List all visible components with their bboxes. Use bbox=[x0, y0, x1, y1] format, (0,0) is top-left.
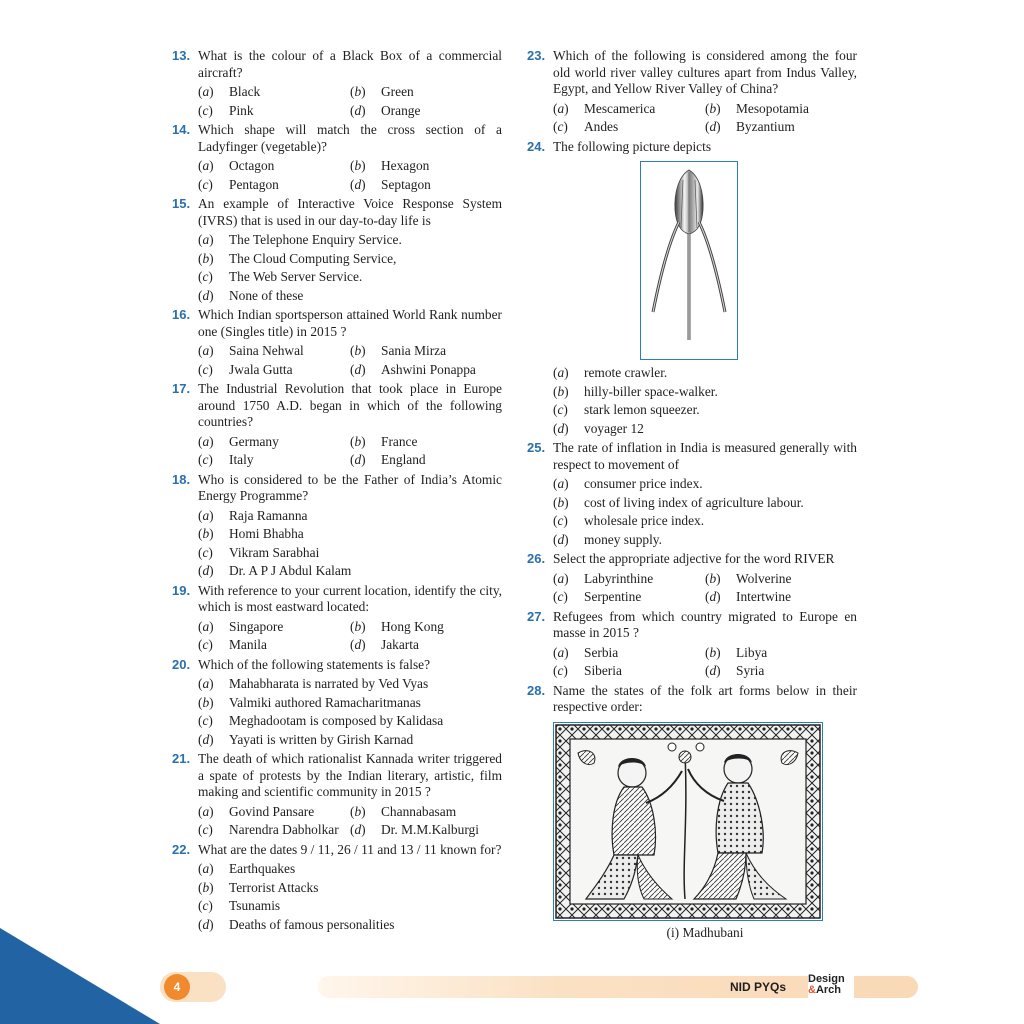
question-number: 26. bbox=[527, 551, 546, 566]
option: ( d ) Ashwini Ponappa bbox=[350, 361, 502, 380]
question-number: 13. bbox=[172, 48, 191, 63]
option: ( a ) Black bbox=[198, 83, 350, 102]
option: ( b ) Libya bbox=[705, 644, 857, 663]
option: ( a ) Mahabharata is narrated by Ved Vyas bbox=[198, 675, 502, 694]
question-number: 19. bbox=[172, 582, 191, 598]
option: ( c ) Pentagon bbox=[198, 176, 350, 195]
question-text: Which of the following is considered among the four old world river valley cultures apart from Indus Valley, Egypt, and Yellow River Valley of China? bbox=[553, 48, 857, 96]
options bbox=[198, 231, 502, 305]
option: ( b ) Valmiki authored Ramacharitmanas bbox=[198, 694, 502, 713]
question-text: What is the colour of a Black Box of a commercial aircraft? bbox=[198, 48, 502, 80]
question-26 bbox=[527, 551, 857, 607]
option: ( a ) Serbia bbox=[553, 644, 705, 663]
options bbox=[198, 83, 502, 120]
option: ( b ) Channabasam bbox=[350, 803, 502, 822]
option: ( d ) Jakarta bbox=[350, 636, 502, 655]
question-number: 14. bbox=[172, 122, 191, 137]
madhubani-painting-image bbox=[553, 722, 823, 921]
options bbox=[553, 364, 857, 438]
question-22 bbox=[172, 842, 502, 935]
question-number: 28. bbox=[527, 682, 546, 698]
question-number: 22. bbox=[172, 841, 191, 857]
question-21 bbox=[172, 751, 502, 840]
option: ( b ) Homi Bhabha bbox=[198, 525, 502, 544]
options bbox=[553, 644, 857, 681]
options bbox=[553, 100, 857, 137]
option: ( d ) None of these bbox=[198, 287, 502, 306]
option: ( d ) voyager 12 bbox=[553, 420, 857, 439]
question-text: Which Indian sportsperson attained World Rank number one (Singles title) in 2015 ? bbox=[198, 307, 502, 339]
option: ( c ) Siberia bbox=[553, 662, 705, 681]
question-24 bbox=[527, 139, 857, 439]
option: ( d ) England bbox=[350, 451, 502, 470]
question-number: 18. bbox=[172, 471, 191, 487]
question-text: What are the dates 9 / 11, 26 / 11 and 13 / 11 known for? bbox=[198, 841, 502, 857]
figure-caption: (i) Madhubani bbox=[666, 924, 744, 940]
question-text: With reference to your current location, identify the city, which is most eastward located: bbox=[198, 582, 502, 614]
question-number: 21. bbox=[172, 751, 191, 766]
question-17 bbox=[172, 381, 502, 470]
option: ( a ) remote crawler. bbox=[553, 364, 857, 383]
option: ( a ) The Telephone Enquiry Service. bbox=[198, 231, 502, 250]
logo-line1: Design bbox=[808, 973, 845, 985]
option: ( a ) Singapore bbox=[198, 618, 350, 637]
question-28 bbox=[527, 683, 857, 942]
question-text: The rate of inflation in India is measured generally with respect to movement of bbox=[553, 440, 857, 472]
option: ( b ) hilly-biller space-walker. bbox=[553, 383, 857, 402]
question-text: Refugees from which country migrated to Europe en masse in 2015 ? bbox=[553, 608, 857, 640]
options bbox=[198, 860, 502, 934]
page-number: 4 bbox=[164, 974, 190, 1000]
options bbox=[198, 157, 502, 194]
option: ( b ) Terrorist Attacks bbox=[198, 879, 502, 898]
question-18 bbox=[172, 472, 502, 581]
option: ( d ) Intertwine bbox=[705, 588, 857, 607]
question-15 bbox=[172, 196, 502, 305]
question-number: 20. bbox=[172, 656, 191, 672]
option: ( a ) Labyrinthine bbox=[553, 570, 705, 589]
question-text: Which shape will match the cross section of a Ladyfinger (vegetable)? bbox=[198, 122, 502, 154]
question-number: 25. bbox=[527, 440, 546, 455]
question-number: 27. bbox=[527, 608, 546, 624]
option: ( c ) Pink bbox=[198, 102, 350, 121]
option: ( c ) Tsunamis bbox=[198, 897, 502, 916]
option: ( a ) Mescamerica bbox=[553, 100, 705, 119]
question-13 bbox=[172, 48, 502, 120]
option: ( d ) Septagon bbox=[350, 176, 502, 195]
options bbox=[198, 433, 502, 470]
options bbox=[198, 803, 502, 840]
options bbox=[198, 618, 502, 655]
option: ( c ) Andes bbox=[553, 118, 705, 137]
option: ( c ) Italy bbox=[198, 451, 350, 470]
option: ( b ) Sania Mirza bbox=[350, 342, 502, 361]
footer-title: NID PYQs bbox=[730, 980, 787, 994]
option: ( c ) The Web Server Service. bbox=[198, 268, 502, 287]
option: ( a ) Raja Ramanna bbox=[198, 507, 502, 526]
question-14 bbox=[172, 122, 502, 194]
question-text: An example of Interactive Voice Response System (IVRS) that is used in our day-to-day life is bbox=[198, 196, 502, 228]
corner-triangle bbox=[0, 928, 160, 1024]
logo-amp: & bbox=[808, 984, 816, 996]
question-number: 15. bbox=[172, 196, 191, 211]
option: ( a ) Octagon bbox=[198, 157, 350, 176]
option: ( c ) Jwala Gutta bbox=[198, 361, 350, 380]
option: ( b ) Green bbox=[350, 83, 502, 102]
question-19 bbox=[172, 583, 502, 655]
option: ( c ) Serpentine bbox=[553, 588, 705, 607]
option: ( a ) consumer price index. bbox=[553, 475, 857, 494]
option: ( b ) Hexagon bbox=[350, 157, 502, 176]
left-column bbox=[172, 48, 502, 936]
option: ( c ) Narendra Dabholkar bbox=[198, 821, 350, 840]
option: ( d ) Orange bbox=[350, 102, 502, 121]
question-number: 16. bbox=[172, 307, 191, 322]
option: ( d ) Syria bbox=[705, 662, 857, 681]
option: ( d ) Yayati is written by Girish Karnad bbox=[198, 731, 502, 750]
design-arch-logo bbox=[808, 974, 854, 1002]
question-number: 23. bbox=[527, 48, 546, 63]
option: ( b ) France bbox=[350, 433, 502, 452]
option: ( d ) Dr. M.M.Kalburgi bbox=[350, 821, 502, 840]
question-number: 17. bbox=[172, 381, 191, 396]
option: ( d ) Dr. A P J Abdul Kalam bbox=[198, 562, 502, 581]
question-text: The following picture depicts bbox=[553, 138, 712, 154]
option: ( c ) Meghadootam is composed by Kalidasa bbox=[198, 712, 502, 731]
option: ( b ) Wolverine bbox=[705, 570, 857, 589]
options bbox=[198, 507, 502, 581]
lemon-squeezer-image bbox=[640, 161, 738, 360]
option: ( c ) Manila bbox=[198, 636, 350, 655]
option: ( a ) Germany bbox=[198, 433, 350, 452]
option: ( d ) Byzantium bbox=[705, 118, 857, 137]
question-27 bbox=[527, 609, 857, 681]
question-25 bbox=[527, 440, 857, 549]
options bbox=[553, 570, 857, 607]
question-text: The Industrial Revolution that took place in Europe around 1750 A.D. began in which of the following countries? bbox=[198, 381, 502, 429]
option: ( d ) Deaths of famous personalities bbox=[198, 916, 502, 935]
question-number: 24. bbox=[527, 138, 546, 154]
option: ( b ) The Cloud Computing Service, bbox=[198, 250, 502, 269]
option: ( c ) stark lemon squeezer. bbox=[553, 401, 857, 420]
question-23 bbox=[527, 48, 857, 137]
option: ( b ) Hong Kong bbox=[350, 618, 502, 637]
option: ( b ) Mesopotamia bbox=[705, 100, 857, 119]
question-text: The death of which rationalist Kannada writer triggered a spate of protests by the Indian literary, artistic, film making and scientific community in 2015 ? bbox=[198, 751, 502, 799]
option: ( a ) Earthquakes bbox=[198, 860, 502, 879]
option: ( c ) Vikram Sarabhai bbox=[198, 544, 502, 563]
option: ( d ) money supply. bbox=[553, 531, 857, 550]
question-text: Select the appropriate adjective for the word RIVER bbox=[553, 551, 835, 566]
question-text: Who is considered to be the Father of India’s Atomic Energy Programme? bbox=[198, 471, 502, 503]
logo-line2: Arch bbox=[815, 984, 842, 996]
question-text: Name the states of the folk art forms below in their respective order: bbox=[553, 682, 857, 714]
options bbox=[553, 475, 857, 549]
option: ( a ) Govind Pansare bbox=[198, 803, 350, 822]
options bbox=[198, 342, 502, 379]
right-column bbox=[527, 48, 857, 941]
options bbox=[198, 675, 502, 749]
question-text: Which of the following statements is false? bbox=[198, 656, 431, 672]
option: ( b ) cost of living index of agriculture labour. bbox=[553, 494, 857, 513]
option: ( a ) Saina Nehwal bbox=[198, 342, 350, 361]
option: ( c ) wholesale price index. bbox=[553, 512, 857, 531]
question-20 bbox=[172, 657, 502, 750]
question-16 bbox=[172, 307, 502, 379]
